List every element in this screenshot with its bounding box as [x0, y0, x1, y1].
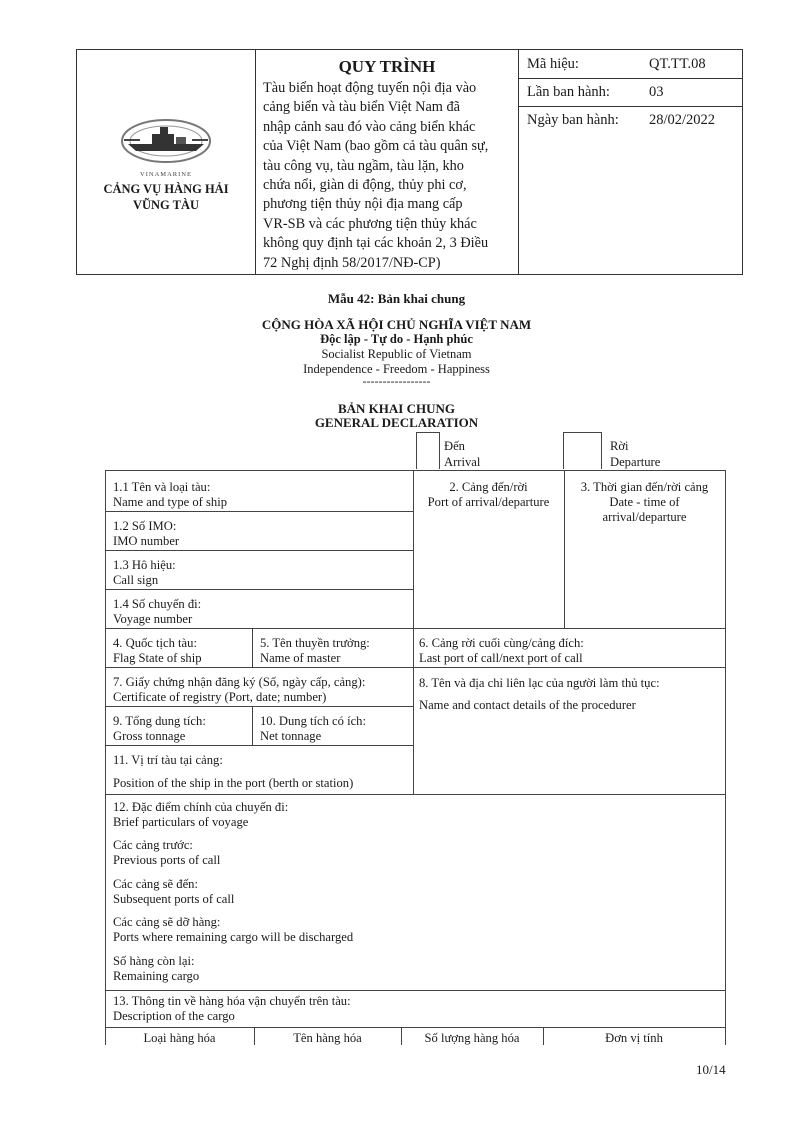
agency-name-line2: VŨNG TÀU — [132, 198, 200, 212]
field-net-vn: 10. Dung tích có ích: — [260, 714, 366, 728]
field-prev-ports-en: Previous ports of call — [113, 853, 221, 867]
cargo-col-unit: Đơn vị tính — [605, 1031, 663, 1045]
motto-vn: Độc lập - Tự do - Hạnh phúc — [320, 332, 473, 346]
meta-value: 03 — [649, 84, 664, 100]
republic-name-en: Socialist Republic of Vietnam — [321, 347, 472, 361]
meta-value: 28/02/2022 — [649, 112, 716, 128]
field-gross-en: Gross tonnage — [113, 729, 186, 743]
arrival-checkbox[interactable] — [416, 432, 440, 469]
arrival-label-en: Arrival — [444, 455, 481, 469]
field-flag-en: Flag State of ship — [113, 651, 202, 665]
description-line: chứa nổi, giàn di động, thủy phi cơ, — [263, 177, 467, 194]
field-subs-ports-vn: Các cảng sẽ đến: — [113, 877, 198, 891]
meta-value: QT.TT.08 — [649, 56, 706, 72]
cargo-col-quantity: Số lượng hàng hóa — [424, 1031, 520, 1045]
field-master-vn: 5. Tên thuyền trưởng: — [260, 636, 370, 650]
description-line: phương tiện thủy nội địa mang cấp — [263, 196, 463, 213]
field-position-vn: 11. Vị trí tàu tại cảng: — [113, 753, 223, 767]
field-cargo-vn: 13. Thông tin về hàng hóa vận chuyển trên tàu: — [113, 994, 351, 1008]
vinamarine-logo-icon — [118, 116, 214, 166]
field-discharge-en: Ports where remaining cargo will be discharged — [113, 930, 354, 944]
description-line: không quy định tại các khoản 2, 3 Điều — [263, 235, 489, 252]
field-registry-en: Certificate of registry (Port, date; number) — [113, 690, 327, 704]
field-particulars-vn: 12. Đặc điểm chính của chuyến đi: — [113, 800, 289, 814]
field-gross-vn: 9. Tổng dung tích: — [113, 714, 206, 728]
field-master-en: Name of master — [260, 651, 341, 665]
field-subs-ports-en: Subsequent ports of call — [113, 892, 235, 906]
divider — [519, 78, 742, 79]
description-line: VR-SB và các phương tiện thủy khác — [263, 215, 477, 232]
procedure-cell — [256, 50, 519, 274]
field-registry-vn: 7. Giấy chứng nhận đăng ký (Số, ngày cấp, cảng): — [113, 675, 366, 689]
field-discharge-vn: Các cảng sẽ dỡ hàng: — [113, 915, 221, 929]
field-port-en: Port of arrival/departure — [427, 495, 550, 509]
field-procedurer-en: Name and contact details of the procedurer — [419, 698, 636, 712]
cargo-col-name: Tên hàng hóa — [293, 1031, 362, 1045]
agency-cell — [77, 50, 256, 274]
republic-name-vn: CỘNG HÒA XÃ HỘI CHỦ NGHĨA VIỆT NAM — [261, 317, 532, 332]
field-call-sign-en: Call sign — [113, 573, 159, 587]
form-label: Mẫu 42: Bản khai chung — [327, 291, 466, 306]
description-line: cảng biển và tàu biển Việt Nam đã — [263, 99, 460, 116]
field-net-en: Net tonnage — [260, 729, 322, 743]
cargo-col-type: Loại hàng hóa — [143, 1031, 216, 1045]
field-port-vn: 2. Cảng đến/rời — [449, 480, 528, 494]
departure-label-en: Departure — [610, 455, 661, 469]
logo-text: VINAMARINE — [140, 171, 192, 178]
procedure-description — [256, 77, 518, 273]
field-ship-name-en: Name and type of ship — [113, 495, 228, 509]
field-procedurer-vn: 8. Tên và địa chỉ liên lạc của người làm thủ tục: — [419, 676, 660, 690]
doc-title-vn: BẢN KHAI CHUNG — [337, 401, 455, 416]
field-remaining-en: Remaining cargo — [113, 969, 200, 983]
description-line: của Việt Nam (bao gồm cả tàu quân sự, — [263, 138, 489, 155]
field-last-port-vn: 6. Cảng rời cuối cùng/cảng đích: — [419, 636, 584, 650]
header-box — [76, 49, 743, 275]
doc-title-en: GENERAL DECLARATION — [314, 415, 479, 430]
field-particulars-en: Brief particulars of voyage — [113, 815, 249, 829]
departure-checkbox[interactable] — [563, 432, 602, 469]
field-position-en: Position of the ship in the port (berth or station) — [113, 776, 354, 790]
description-line: tàu công vụ, tàu ngầm, tàu lặn, kho — [263, 157, 464, 174]
field-imo-en: IMO number — [113, 534, 180, 548]
divider — [519, 106, 742, 107]
arrival-label-vn: Đến — [444, 439, 465, 453]
field-cargo-en: Description of the cargo — [113, 1009, 235, 1023]
field-ship-name-vn: 1.1 Tên và loại tàu: — [113, 480, 211, 494]
separator: ----------------- — [362, 374, 431, 388]
field-voyage-vn: 1.4 Số chuyến đi: — [113, 597, 202, 611]
field-time-en1: Date - time of — [609, 495, 680, 509]
field-call-sign-vn: 1.3 Hô hiệu: — [113, 558, 176, 572]
meta-label: Lần ban hành: — [527, 84, 610, 100]
meta-issue — [527, 84, 736, 101]
departure-label-vn: Rời — [610, 439, 629, 453]
field-flag-vn: 4. Quốc tịch tàu: — [113, 636, 197, 650]
agency-name-line1: CẢNG VỤ HÀNG HẢI — [103, 182, 229, 196]
field-time-vn: 3. Thời gian đến/rời cảng — [580, 480, 709, 494]
description-line: Tàu biển hoạt động tuyến nội địa vào — [263, 80, 477, 96]
field-imo-vn: 1.2 Số IMO: — [113, 519, 177, 533]
description-line: 72 Nghị định 58/2017/NĐ-CP) — [263, 254, 441, 271]
motto-en: Independence - Freedom - Happiness — [303, 362, 490, 376]
meta-date — [527, 112, 736, 129]
meta-code — [527, 56, 736, 73]
field-prev-ports-vn: Các cảng trước: — [113, 838, 193, 852]
description-line: nhập cảnh sau đó vào cảng biển khác — [263, 118, 476, 135]
field-voyage-en: Voyage number — [113, 612, 193, 626]
field-remaining-vn: Số hàng còn lại: — [113, 954, 195, 968]
meta-label: Mã hiệu: — [527, 56, 579, 72]
page-number: 10/14 — [696, 1062, 726, 1077]
meta-cell — [519, 50, 742, 274]
field-time-en2: arrival/departure — [602, 510, 687, 524]
procedure-title: QUY TRÌNH — [338, 57, 436, 76]
meta-label: Ngày ban hành: — [527, 112, 619, 128]
field-last-port-en: Last port of call/next port of call — [419, 651, 583, 665]
